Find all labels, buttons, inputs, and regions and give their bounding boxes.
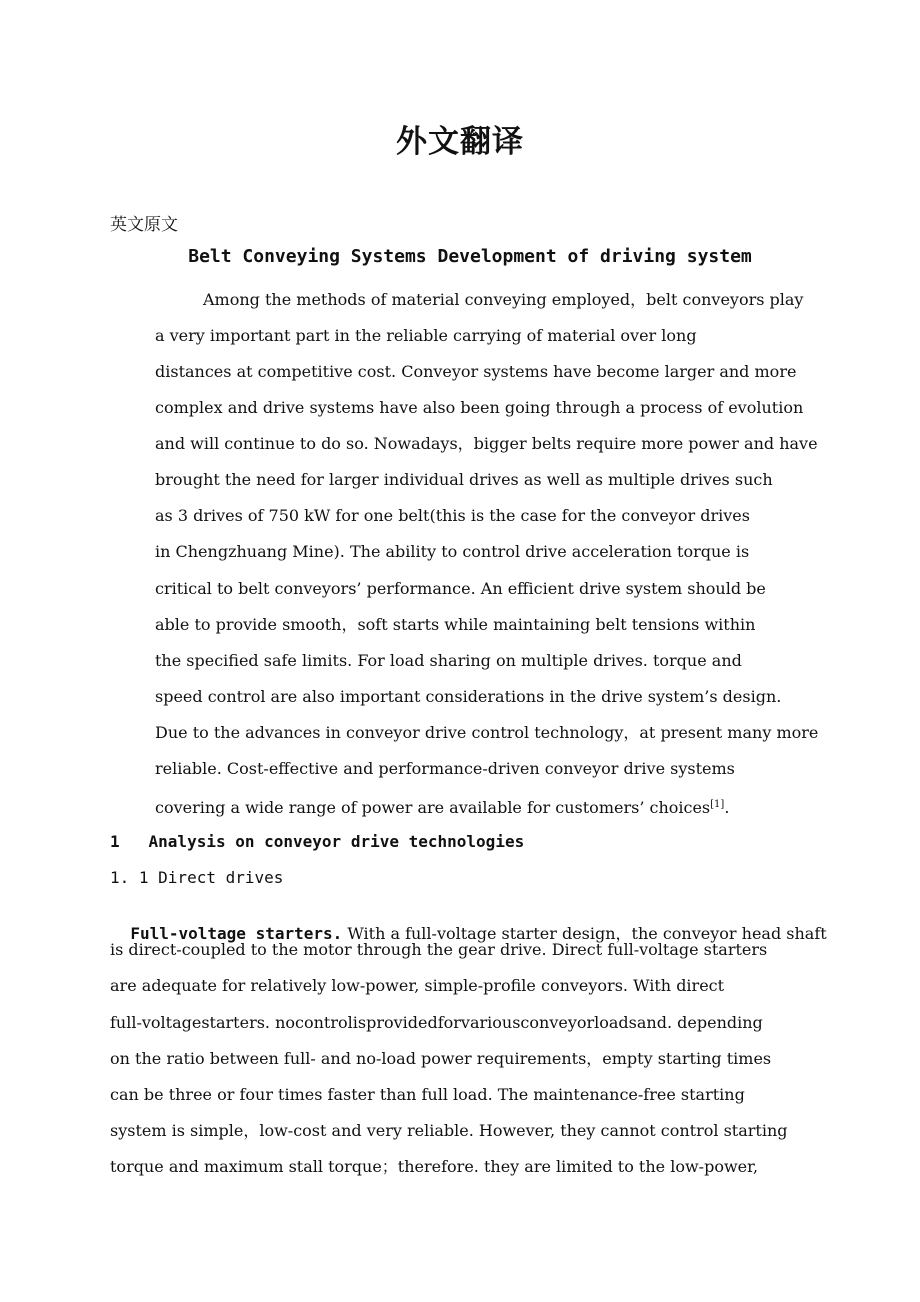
para2-line: is direct-coupled to the motor through the gear drive. Direct full-voltage starters bbox=[110, 940, 768, 959]
intro-line-text: covering a wide range of power are available for customers’ choices bbox=[155, 798, 711, 817]
citation-ref[interactable]: [1] bbox=[710, 799, 725, 810]
para2-line: torque and maximum stall torque；therefore. they are limited to the low-power, bbox=[110, 1157, 759, 1176]
intro-line: distances at competitive cost. Conveyor systems have become larger and more bbox=[155, 362, 797, 381]
intro-end-punct: . bbox=[724, 798, 730, 817]
intro-line: complex and drive systems have also been going through a process of evolution bbox=[155, 398, 804, 417]
intro-line: reliable. Cost-effective and performance-driven conveyor drive systems bbox=[155, 759, 735, 778]
para2-line: full-voltagestarters. nocontrolisprovidedforvariousconveyorloadsand. depending bbox=[110, 1013, 763, 1032]
section-1-heading: 1 Analysis on conveyor drive technologies bbox=[110, 832, 525, 851]
intro-line: brought the need for larger individual drives as well as multiple drives such bbox=[155, 470, 773, 489]
intro-line: a very important part in the reliable carrying of material over long bbox=[155, 326, 697, 345]
para2-line: system is simple，low-cost and very reliable. However, they cannot control starting bbox=[110, 1121, 788, 1140]
intro-line: in Chengzhuang Mine). The ability to control drive acceleration torque is bbox=[155, 542, 750, 561]
intro-line: Due to the advances in conveyor drive control technology，at present many more bbox=[155, 723, 819, 742]
intro-line: as 3 drives of 750 kW for one belt(this is the case for the conveyor drives bbox=[155, 506, 750, 525]
intro-line-last bbox=[155, 795, 729, 818]
section-label: 英文原文 bbox=[110, 215, 178, 235]
para2-line: on the ratio between full- and no-load power requirements，empty starting times bbox=[110, 1049, 772, 1068]
intro-line: the specified safe limits. For load sharing on multiple drives. torque and bbox=[155, 651, 742, 670]
para2-text: With a full-voltage starter design，the conveyor head shaft bbox=[342, 924, 827, 943]
intro-line: Among the methods of material conveying employed，belt conveyors play bbox=[203, 290, 804, 309]
subsection-1-1-heading: 1. 1 Direct drives bbox=[110, 868, 284, 887]
para2-line: are adequate for relatively low-power, simple-profile conveyors. With direct bbox=[110, 976, 725, 995]
intro-line: able to provide smooth，soft starts while maintaining belt tensions within bbox=[155, 615, 756, 634]
runin-heading: Full-voltage starters. bbox=[130, 924, 343, 943]
para2-line: can be three or four times faster than full load. The maintenance-free starting bbox=[110, 1085, 745, 1104]
article-heading: Belt Conveying Systems Development of driving system bbox=[188, 246, 752, 267]
intro-line: and will continue to do so. Nowadays，bigger belts require more power and have bbox=[155, 434, 818, 453]
document-title: 外文翻译 bbox=[396, 124, 524, 160]
intro-line: speed control are also important considerations in the drive system’s design. bbox=[155, 687, 782, 706]
intro-line: critical to belt conveyors’ performance. An efficient drive system should be bbox=[155, 579, 766, 598]
